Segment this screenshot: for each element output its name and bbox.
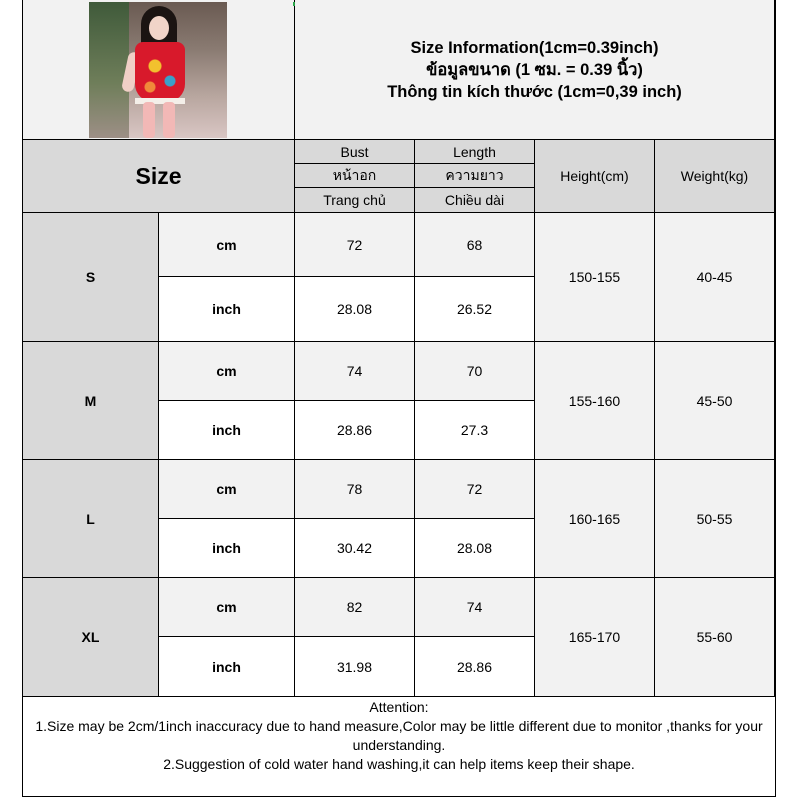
bust-cm-value: 82 [295,578,415,637]
length-header-th: ความยาว [415,164,535,188]
length-cm-value: 70 [415,342,535,401]
size-info-thai: ข้อมูลขนาด (1 ซม. = 0.39 นิ้ว) [426,60,643,79]
unit-inch: inch [159,519,295,578]
photo-cell [23,0,295,140]
unit-cm: cm [159,460,295,519]
length-inch-value: 27.3 [415,401,535,460]
unit-cm: cm [159,342,295,401]
size-l-label: L [23,460,159,578]
product-photo [89,2,227,138]
size-chart [22,0,776,797]
length-inch-value: 28.86 [415,637,535,697]
length-cm-value: 72 [415,460,535,519]
size-m-label: M [23,342,159,460]
bust-cm-value: 74 [295,342,415,401]
size-header: Size [23,140,295,213]
unit-cm: cm [159,213,295,277]
bust-inch-value: 30.42 [295,519,415,578]
bust-cm-value: 78 [295,460,415,519]
size-info-vietnamese: Thông tin kích thước (1cm=0,39 inch) [387,82,682,101]
bust-header-en: Bust [295,140,415,164]
size-xl-label: XL [23,578,159,697]
size-info-english: Size Information(1cm=0.39inch) [410,38,659,57]
length-header-en: Length [415,140,535,164]
attention-title: Attention: [369,699,429,715]
attention-line-1: 1.Size may be 2cm/1inch inaccuracy due to hand measure,Color may be little different due to monitor ,thanks for your understanding. [35,718,763,753]
bust-header-th: หน้าอก [295,164,415,188]
weight-header: Weight(kg) [655,140,775,213]
weight-value: 45-50 [655,342,775,460]
height-value: 155-160 [535,342,655,460]
bust-cm-value: 72 [295,213,415,277]
weight-value: 40-45 [655,213,775,342]
unit-inch: inch [159,637,295,697]
length-cm-value: 74 [415,578,535,637]
height-value: 160-165 [535,460,655,578]
bust-header-vi: Trang chủ [295,188,415,213]
unit-cm: cm [159,578,295,637]
length-inch-value: 26.52 [415,277,535,342]
unit-inch: inch [159,401,295,460]
size-s-label: S [23,213,159,342]
height-value: 150-155 [535,213,655,342]
height-header: Height(cm) [535,140,655,213]
size-info-header [295,0,775,140]
weight-value: 55-60 [655,578,775,697]
unit-inch: inch [159,277,295,342]
bust-inch-value: 28.86 [295,401,415,460]
weight-value: 50-55 [655,460,775,578]
height-value: 165-170 [535,578,655,697]
attention-line-2: 2.Suggestion of cold water hand washing,it can help items keep their shape. [163,756,635,772]
bust-inch-value: 31.98 [295,637,415,697]
length-inch-value: 28.08 [415,519,535,578]
attention-note [23,697,775,796]
bust-inch-value: 28.08 [295,277,415,342]
length-header-vi: Chiều dài [415,188,535,213]
length-cm-value: 68 [415,213,535,277]
